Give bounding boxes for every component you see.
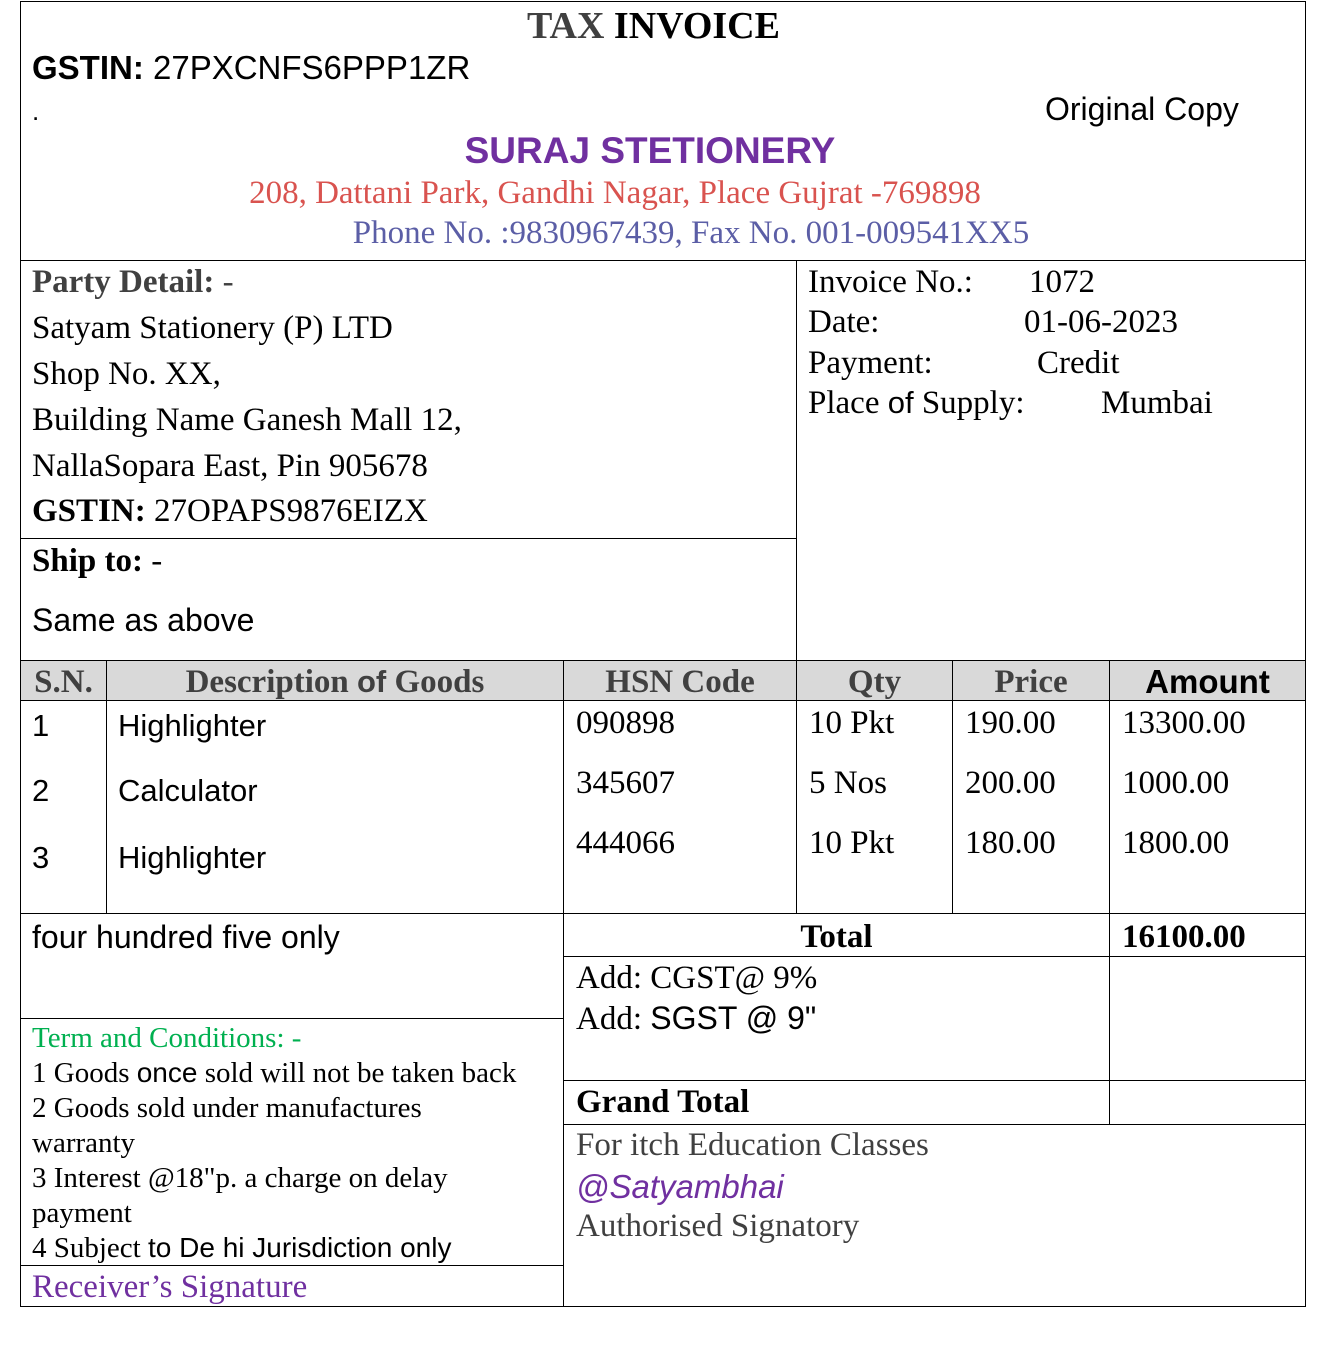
signatory-for-line: For itch Education Classes: [576, 1127, 929, 1163]
invoice-no-value: 1072: [1029, 264, 1095, 300]
total-label: Total: [800, 919, 873, 955]
cgst-line: [576, 959, 817, 997]
row-1-sn: 1: [32, 708, 50, 743]
party-gstin-label: GSTIN:: [32, 493, 146, 529]
divider-total: [563, 956, 1306, 957]
invoice-no-label: Invoice No.:: [808, 264, 973, 300]
row-1-hsn: 090898: [576, 705, 675, 741]
terms-line-1: [32, 1056, 516, 1090]
sgst-prefix: Add:: [576, 1001, 642, 1037]
party-heading-label: Party Detail:: [32, 264, 215, 300]
document-title-tax: TAX: [527, 5, 605, 47]
col-desc: [563, 660, 564, 1307]
row-3-amount: 1800.00: [1122, 825, 1230, 861]
terms-line-4: [32, 1231, 451, 1265]
party-address-2: Building Name Ganesh Mall 12,: [32, 402, 462, 438]
terms-line-4-a: 4 Subject: [32, 1232, 141, 1264]
party-name: Satyam Stationery (P) LTD: [32, 310, 393, 346]
date-value: 01-06-2023: [1024, 304, 1178, 340]
col-header-sn: S.N.: [34, 664, 93, 700]
divider-words: [20, 1018, 564, 1019]
terms-heading-dash: -: [291, 1022, 302, 1054]
terms-line-1-b: once: [136, 1057, 198, 1088]
desc-header-post: Goods: [394, 664, 485, 700]
col-header-qty: Qty: [847, 664, 902, 700]
ship-heading-dash: -: [151, 543, 163, 579]
signatory-label: Authorised Signatory: [576, 1208, 860, 1244]
party-heading-dash: -: [222, 264, 234, 300]
row-3-qty: 10 Pkt: [809, 825, 895, 861]
border-right: [1305, 1, 1306, 1307]
seller-gstin-value: 27PXCNFS6PPP1ZR: [153, 49, 471, 86]
border-top: [20, 1, 1306, 2]
divider-header: [20, 260, 1306, 261]
divider-receiver: [20, 1265, 564, 1266]
row-2-amount: 1000.00: [1122, 765, 1230, 801]
row-2-description: Calculator: [118, 773, 258, 808]
row-1-amount: 13300.00: [1122, 705, 1246, 741]
company-name: SURAJ STETIONERY: [464, 130, 836, 171]
party-gstin: [32, 492, 428, 530]
divider-party-info: [796, 260, 797, 660]
row-1-price: 190.00: [965, 705, 1056, 741]
amount-in-words: four hundred five only: [32, 919, 340, 955]
place-of-supply-value: Mumbai: [1101, 385, 1213, 421]
row-1-description: Highlighter: [118, 708, 267, 743]
terms-line-2-cont: warranty: [32, 1127, 136, 1159]
payment-label: Payment:: [808, 345, 933, 381]
row-3-description: Highlighter: [118, 840, 267, 875]
terms-line-4-b: to De hi Jurisdiction only: [148, 1232, 452, 1263]
company-address: 208, Dattani Park, Gandhi Nagar, Place Gujrat -769898: [249, 175, 981, 211]
divider-ship: [20, 538, 797, 539]
divider-table-top: [20, 660, 1306, 661]
ship-heading-label: Ship to:: [32, 543, 143, 579]
terms-heading: [32, 1021, 301, 1055]
row-2-price: 200.00: [965, 765, 1056, 801]
receiver-signature: Receiver’s Signature: [32, 1269, 308, 1305]
signatory-handle: @Satyambhai: [576, 1168, 784, 1205]
terms-line-3: 3 Interest @18"p. a charge on delay: [32, 1162, 448, 1194]
document-title: [527, 4, 780, 48]
ship-heading: [32, 542, 162, 580]
terms-line-3-cont: payment: [32, 1197, 132, 1229]
copy-label: Original Copy: [1045, 91, 1239, 127]
payment-value: Credit: [1037, 345, 1120, 381]
row-3-sn: 3: [32, 840, 50, 875]
terms-line-1-a: 1 Goods: [32, 1057, 130, 1089]
row-2-sn: 2: [32, 773, 50, 808]
party-gstin-value: 27OPAPS9876EIZX: [153, 493, 428, 529]
row-3-hsn: 444066: [576, 825, 675, 861]
row-3-price: 180.00: [965, 825, 1056, 861]
row-1-qty: 10 Pkt: [809, 705, 895, 741]
dot-mark: .: [32, 96, 40, 126]
seller-gstin: [32, 49, 470, 87]
total-value: 16100.00: [1122, 919, 1246, 955]
col-header-hsn: HSN Code: [605, 664, 755, 700]
place-label-pre: Place: [808, 385, 880, 421]
sgst-line: [576, 999, 816, 1038]
seller-gstin-label: GSTIN:: [32, 49, 144, 86]
party-address-1: Shop No. XX,: [32, 356, 221, 392]
divider-table-bottom: [20, 913, 1306, 914]
divider-grand-top: [563, 1080, 1306, 1081]
row-2-hsn: 345607: [576, 765, 675, 801]
col-price: [1109, 660, 1110, 1124]
terms-heading-label: Term and Conditions:: [32, 1022, 285, 1054]
cgst-value: CGST@ 9%: [650, 960, 818, 996]
place-label-post: Supply:: [921, 385, 1025, 421]
party-heading: [32, 263, 234, 301]
grand-total-label: Grand Total: [576, 1084, 750, 1120]
col-header-amount: Amount: [1145, 663, 1270, 700]
place-label-of: of: [887, 385, 914, 420]
terms-line-2: 2 Goods sold under manufactures: [32, 1092, 422, 1124]
ship-value: Same as above: [32, 602, 255, 638]
company-contact: Phone No. :9830967439, Fax No. 001-009541XX5: [352, 215, 1030, 251]
col-header-description: [107, 663, 563, 701]
party-address-3: NallaSopara East, Pin 905678: [32, 448, 428, 484]
col-header-price: Price: [994, 664, 1068, 700]
desc-header-of: of: [357, 664, 387, 699]
date-label: Date:: [808, 304, 880, 340]
divider-grand-bottom: [563, 1124, 1306, 1125]
terms-line-1-c: sold will not be taken back: [204, 1057, 517, 1089]
cgst-prefix: Add:: [576, 960, 642, 996]
row-2-qty: 5 Nos: [809, 765, 887, 801]
border-bottom: [20, 1306, 1306, 1307]
sgst-value: SGST @ 9": [650, 1000, 817, 1036]
desc-header-pre: Description: [185, 664, 349, 700]
document-title-invoice: INVOICE: [613, 5, 780, 47]
place-of-supply-label: [808, 384, 1025, 422]
